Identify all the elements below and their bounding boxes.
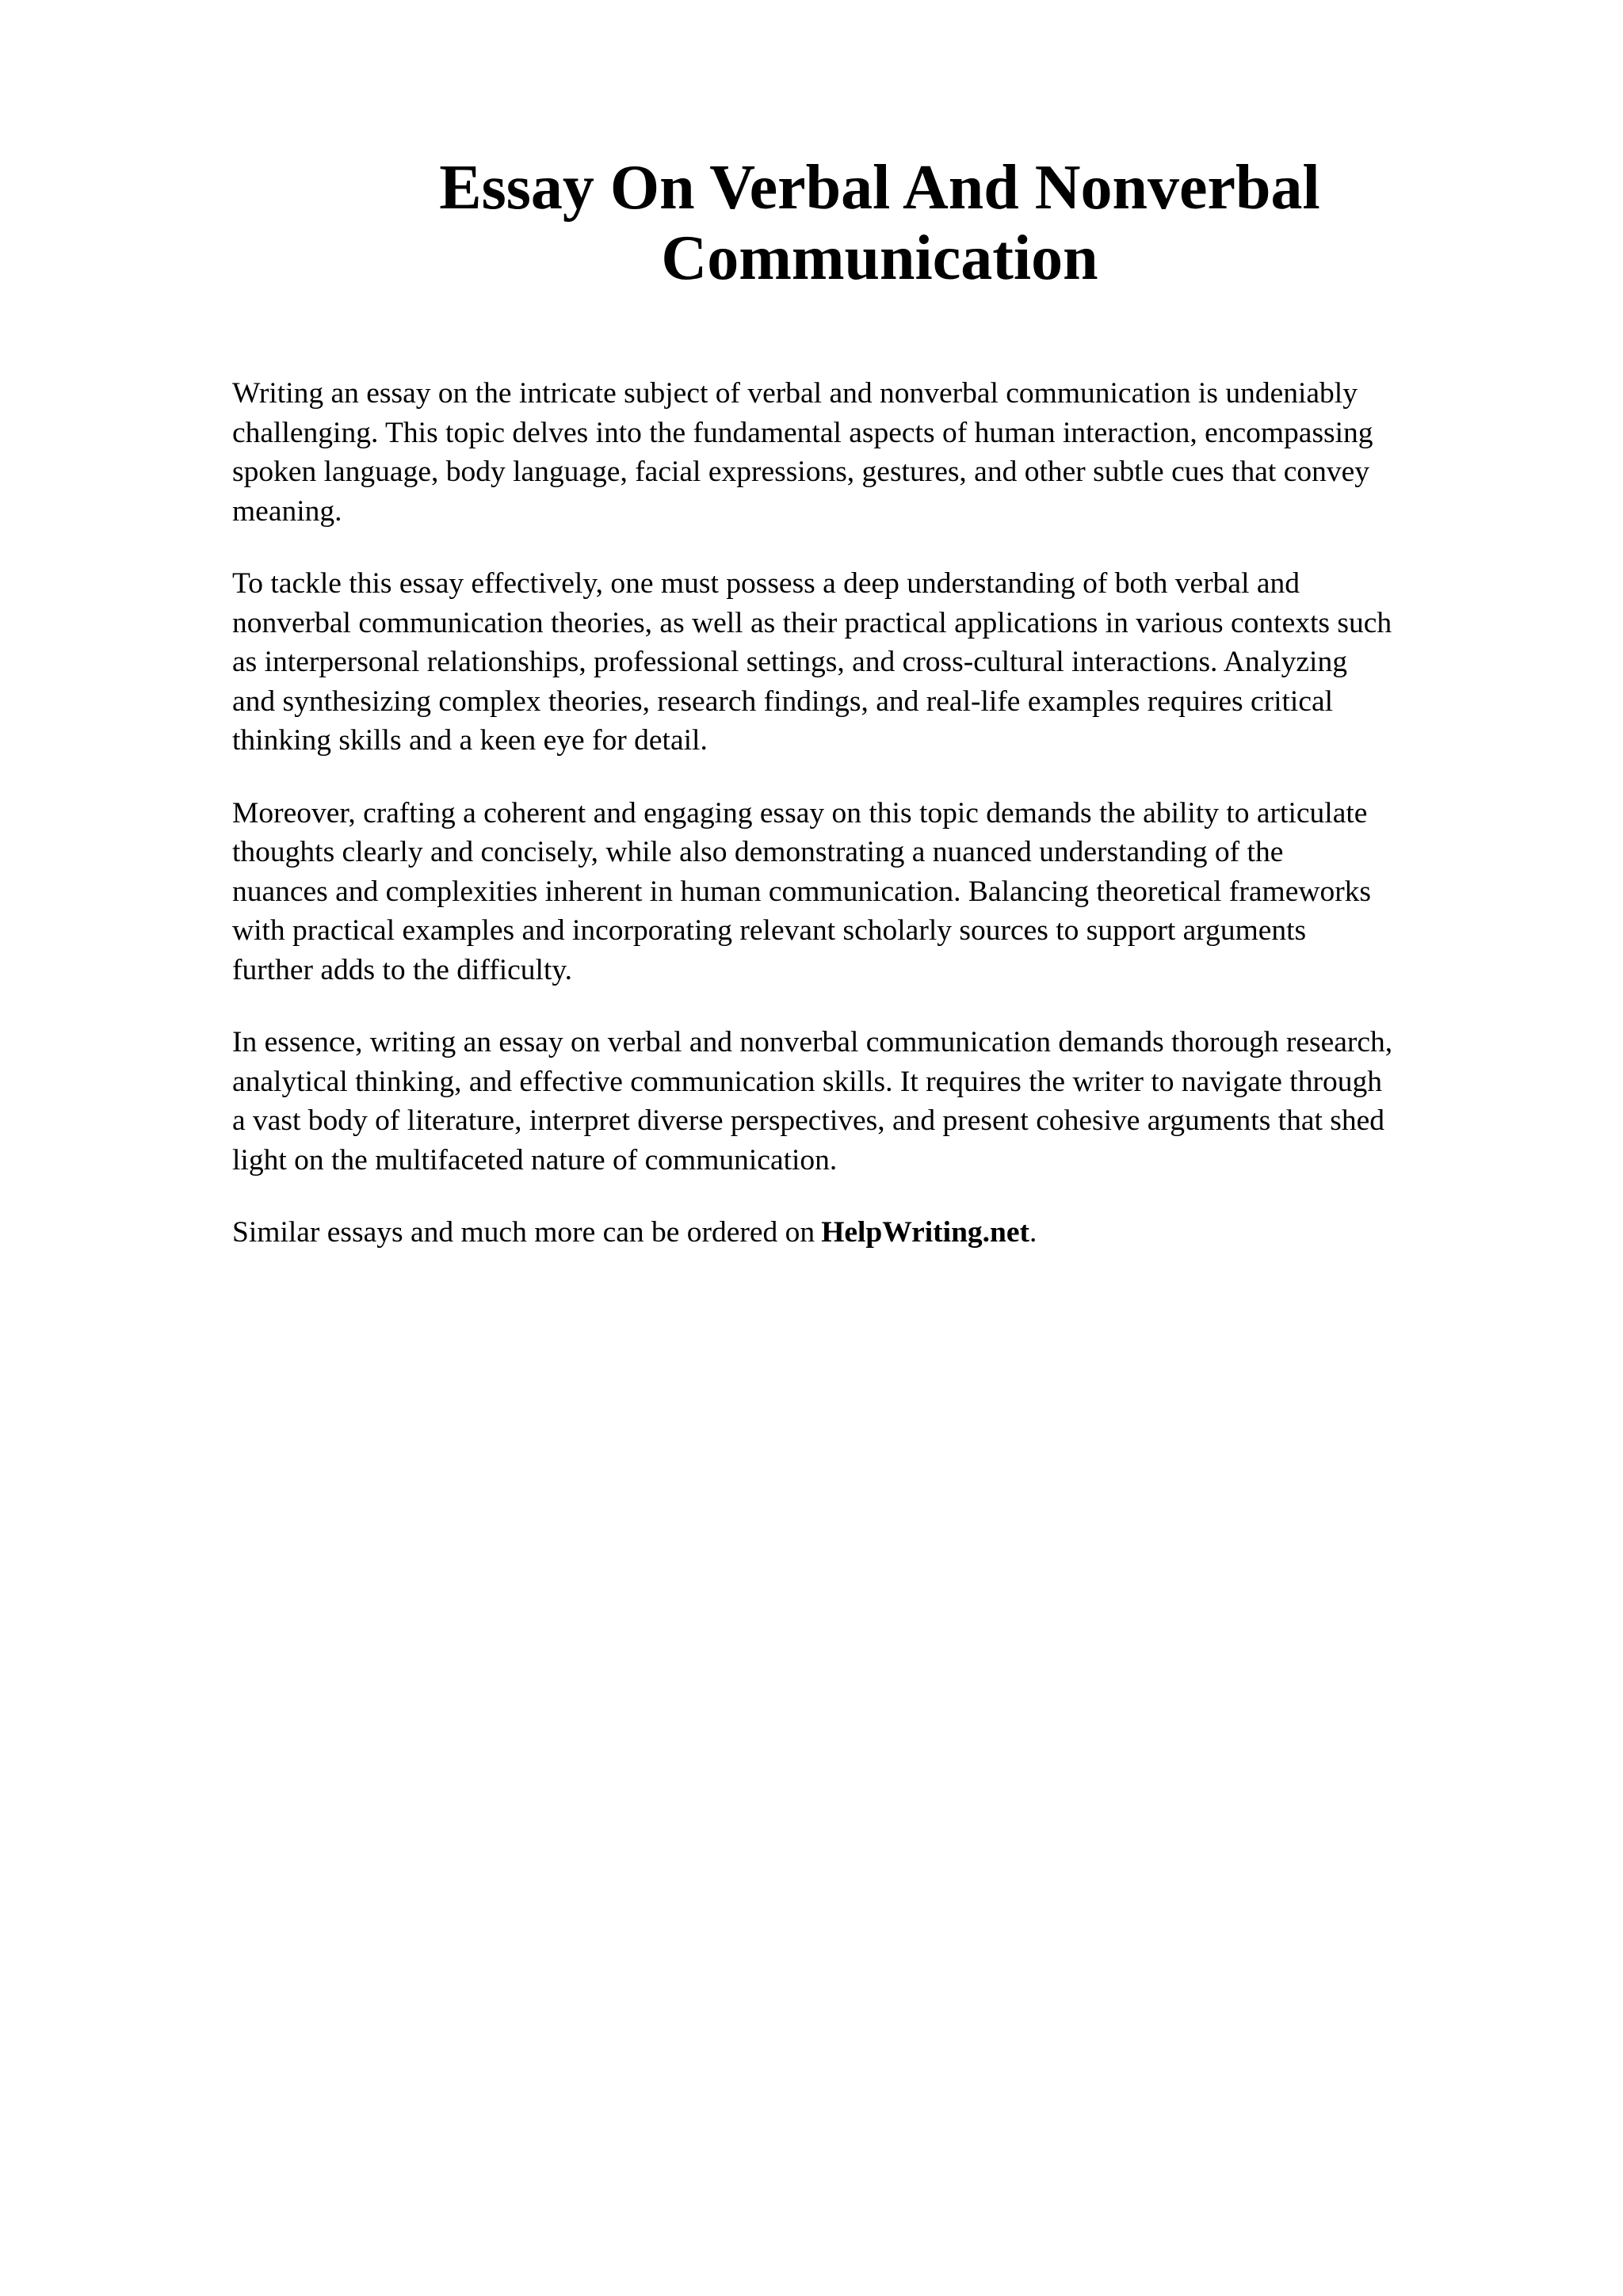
promo-suffix: . — [1029, 1216, 1037, 1249]
text-line: thoughts clearly and concisely, while also demonstrating a nuanced understanding of the — [232, 836, 1284, 868]
text-line: nuances and complexities inherent in human communication. Balancing theoretical frameworks — [232, 875, 1372, 908]
text-line: Moreover, crafting a coherent and engaging essay on this topic demands the ability to articulate — [232, 796, 1368, 830]
text-line: thinking skills and a keen eye for detail. — [232, 724, 708, 757]
text-line: meaning. — [232, 494, 342, 528]
title-line: Communication — [661, 223, 1098, 293]
text-line: challenging. This topic delves into the fundamental aspects of human interaction, encompassing — [232, 416, 1373, 449]
text-line: analytical thinking, and effective communication skills. It requires the writer to navigate through — [232, 1065, 1382, 1098]
text-line: light on the multifaceted nature of communication. — [232, 1143, 838, 1177]
promo-text: Similar essays and much more can be ordered on — [232, 1216, 815, 1249]
essay-body — [232, 374, 1556, 1253]
text-line: In essence, writing an essay on verbal and nonverbal communication demands thorough research, — [232, 1026, 1393, 1058]
brand-name: HelpWriting.net — [821, 1216, 1030, 1249]
text-line: nonverbal communication theories, as well as their practical applications in various contexts such — [232, 606, 1392, 639]
text-line: further adds to the difficulty. — [232, 953, 573, 986]
text-line: and synthesizing complex theories, research findings, and real-life examples requires critical — [232, 685, 1334, 718]
text-line: Writing an essay on the intricate subject of verbal and nonverbal communication is undeniably — [232, 377, 1358, 410]
paragraph — [232, 374, 1556, 531]
page-title — [230, 153, 1529, 294]
paragraph — [232, 794, 1556, 990]
paragraph — [232, 1023, 1556, 1180]
text-line: spoken language, body language, facial expressions, gestures, and other subtle cues that convey — [232, 456, 1369, 488]
text-line: as interpersonal relationships, professional settings, and cross-cultural interactions. Analyzing — [232, 646, 1347, 678]
title-line: Essay On Verbal And Nonverbal — [439, 153, 1320, 223]
text-line: To tackle this essay effectively, one must possess a deep understanding of both verbal and — [232, 567, 1300, 600]
text-line: a vast body of literature, interpret diverse perspectives, and present cohesive arguments that shed — [232, 1104, 1385, 1137]
paragraph — [232, 564, 1556, 761]
promo-line — [232, 1213, 1556, 1253]
text-line: with practical examples and incorporating relevant scholarly sources to support arguments — [232, 914, 1307, 947]
